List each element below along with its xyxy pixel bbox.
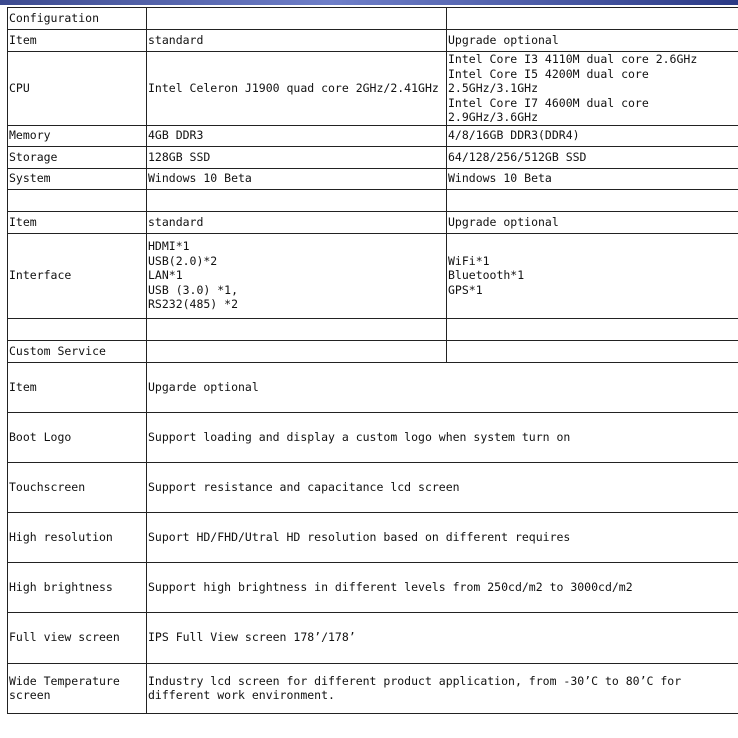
standard-value: HDMI*1 USB(2.0)*2 LAN*1 USB (3.0) *1, RS232(485) *2: [147, 233, 447, 318]
table-row: [8, 512, 738, 562]
row-label: High brightness: [8, 562, 147, 612]
upgrade-value: WiFi*1 Bluetooth*1 GPS*1: [447, 233, 738, 318]
upgrade-value: Windows 10 Beta: [447, 168, 738, 189]
column-header-upgrade: Upgrade optional: [447, 30, 738, 52]
row-label: Touchscreen: [8, 462, 147, 512]
service-description: Support loading and display a custom logo when system turn on: [147, 412, 738, 462]
table-header-row: [8, 211, 738, 233]
row-label: Full view screen: [8, 612, 147, 663]
table-row: [8, 168, 738, 189]
service-description: IPS Full View screen 178’/178’: [147, 612, 738, 663]
standard-value: 4GB DDR3: [147, 125, 447, 146]
upgrade-value: Intel Core I3 4110M dual core 2.6GHz Intel Core I5 4200M dual core 2.5GHz/3.1GHz Intel Core I7 4600M dual core 2.9GHz/3.6GHz: [447, 52, 738, 126]
upgrade-value: 4/8/16GB DDR3(DDR4): [447, 125, 738, 146]
row-label: Memory: [8, 125, 147, 146]
table-row: [8, 8, 738, 30]
table-row: [8, 52, 738, 126]
table-row: [8, 125, 738, 146]
row-label: Storage: [8, 146, 147, 168]
row-label: Wide Temperature screen: [8, 663, 147, 713]
column-header-upgrade: Upgrade optional: [447, 211, 738, 233]
column-header-standard: standard: [147, 30, 447, 52]
row-label: Interface: [8, 233, 147, 318]
column-header-item: Item: [8, 211, 147, 233]
empty-row: [8, 318, 738, 340]
table-header-row: [8, 362, 738, 412]
standard-value: 128GB SSD: [147, 146, 447, 168]
service-description: Suport HD/FHD/Utral HD resolution based on different requires: [147, 512, 738, 562]
custom-service-title: Custom Service: [8, 340, 147, 362]
row-label: System: [8, 168, 147, 189]
table-row: [8, 612, 738, 663]
column-header-standard: standard: [147, 211, 447, 233]
table-row: [8, 146, 738, 168]
table-row: [8, 663, 738, 713]
top-gradient-bar: [0, 0, 738, 5]
table-row: [8, 462, 738, 512]
row-label: CPU: [8, 52, 147, 126]
table-row: [8, 562, 738, 612]
column-header-upgrade: Upgarde optional: [147, 362, 738, 412]
configuration-table: [7, 7, 738, 714]
upgrade-value: 64/128/256/512GB SSD: [447, 146, 738, 168]
service-description: Industry lcd screen for different product application, from -30’C to 80’C for different work environment.: [147, 663, 738, 713]
table-row: [8, 233, 738, 318]
column-header-item: Item: [8, 362, 147, 412]
row-label: Boot Logo: [8, 412, 147, 462]
service-description: Support high brightness in different levels from 250cd/m2 to 3000cd/m2: [147, 562, 738, 612]
table-row: [8, 340, 738, 362]
empty-row: [8, 189, 738, 211]
column-header-item: Item: [8, 30, 147, 52]
standard-value: Intel Celeron J1900 quad core 2GHz/2.41GHz: [147, 52, 447, 126]
service-description: Support resistance and capacitance lcd screen: [147, 462, 738, 512]
table-row: [8, 412, 738, 462]
table-header-row: [8, 30, 738, 52]
row-label: High resolution: [8, 512, 147, 562]
table-title: Configuration: [8, 8, 147, 30]
standard-value: Windows 10 Beta: [147, 168, 447, 189]
